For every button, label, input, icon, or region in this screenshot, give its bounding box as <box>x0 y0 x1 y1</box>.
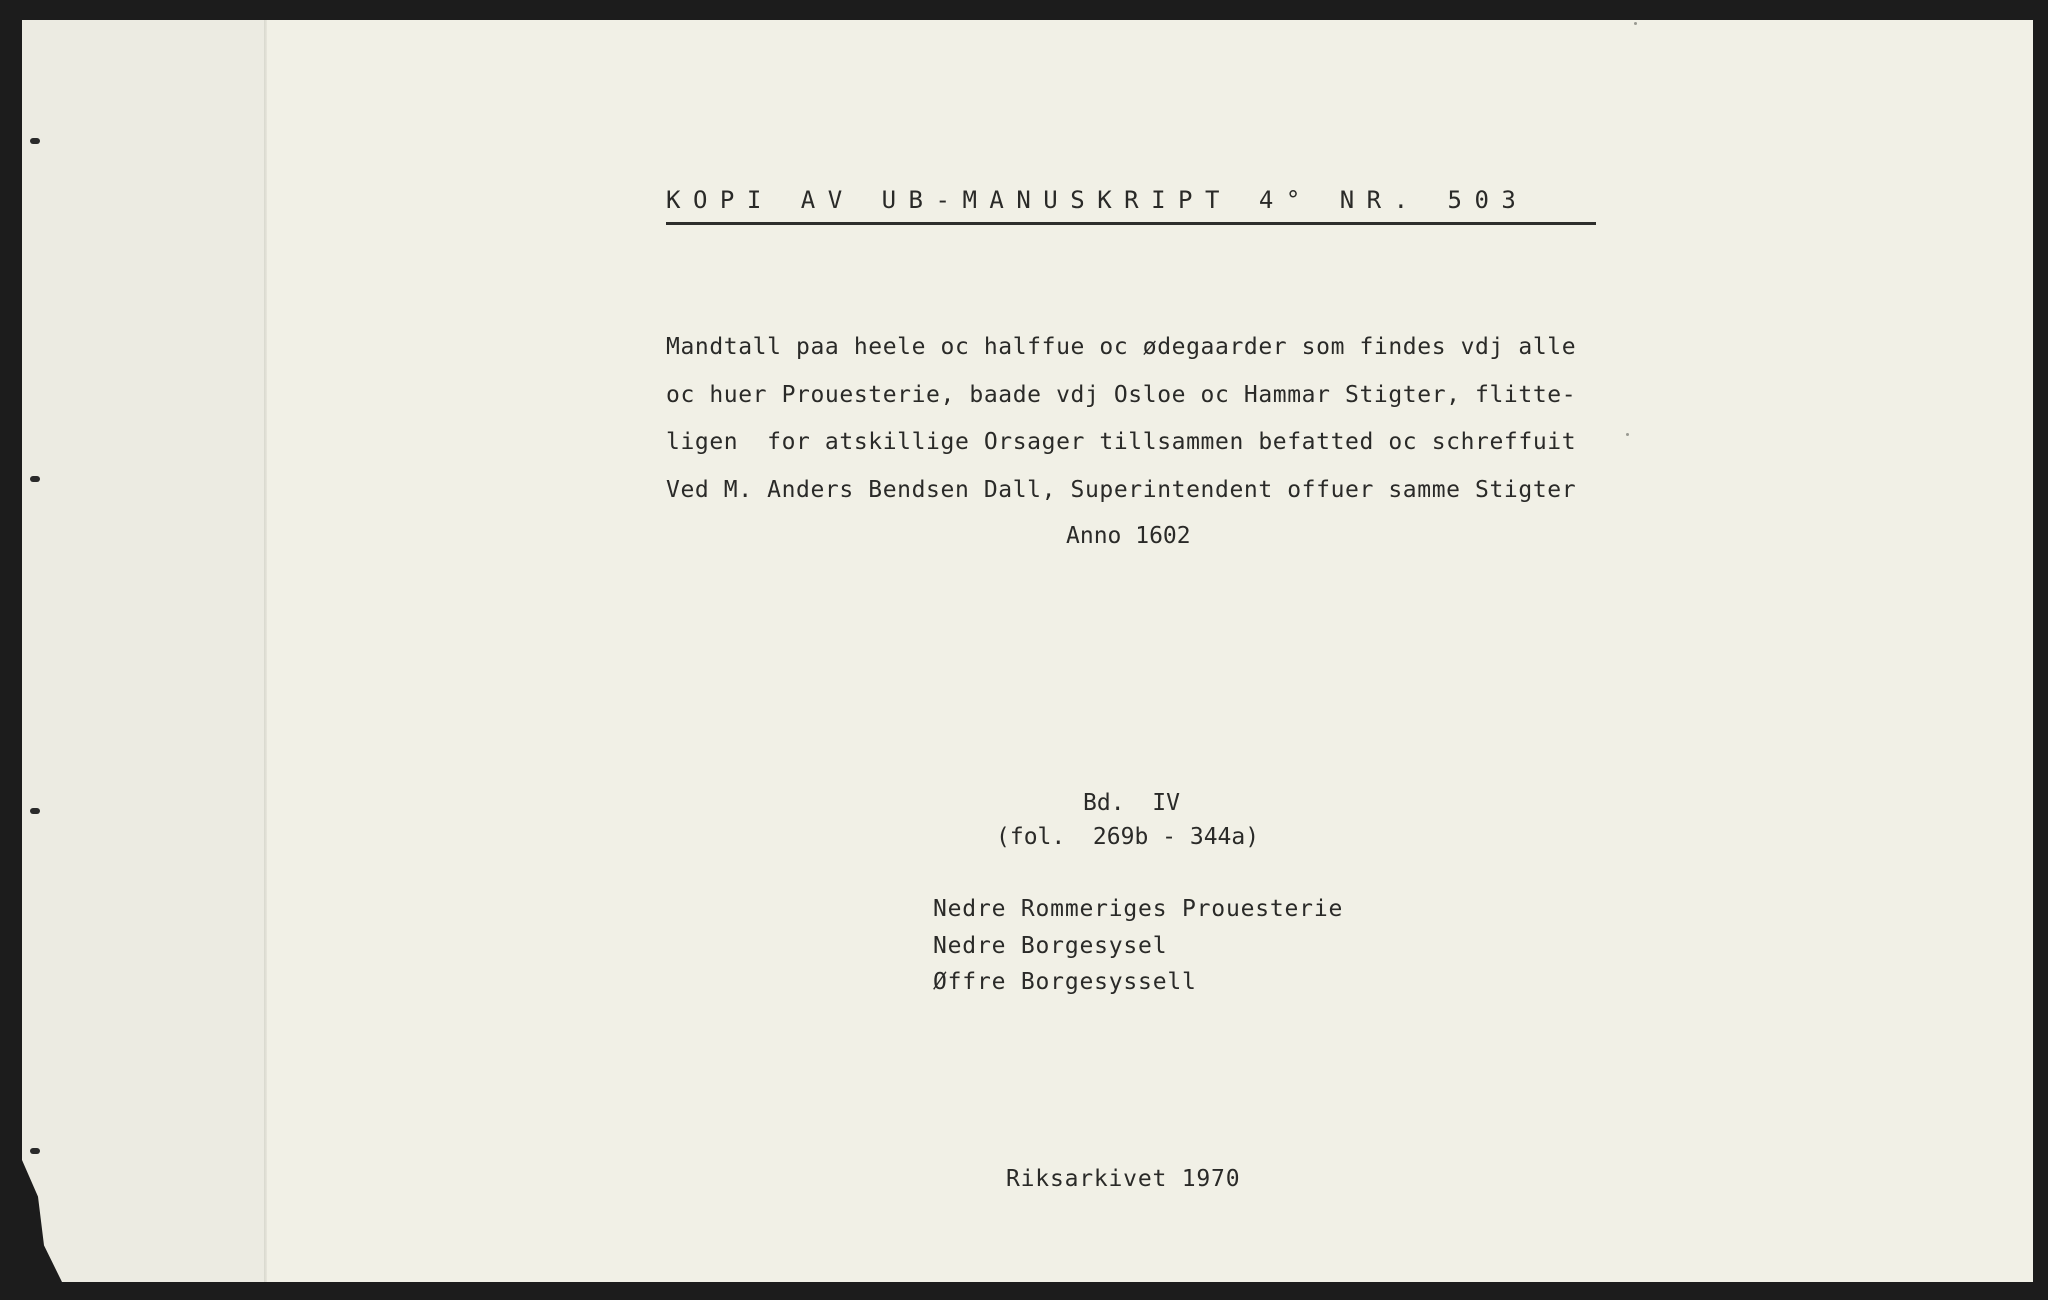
binding-hole <box>30 138 40 144</box>
title-line: oc huer Prouesterie, baade vdj Osloe oc Hammar Stigter, flitte- <box>666 382 1577 408</box>
binding-strip <box>22 20 264 1282</box>
paper-speck <box>1634 22 1637 25</box>
region-item: Nedre Borgesysel <box>933 933 1168 959</box>
archive-footer: Riksarkivet 1970 <box>1006 1166 1241 1192</box>
binding-hole <box>30 476 40 482</box>
fold-line <box>264 20 267 1282</box>
binding-hole <box>30 1148 40 1154</box>
region-item: Nedre Rommeriges Prouesterie <box>933 896 1344 922</box>
title-line: Mandtall paa heele oc halffue oc ødegaarder som findes vdj alle <box>666 334 1577 360</box>
volume-label: Bd. IV <box>1083 790 1180 816</box>
paper-speck <box>1626 433 1629 436</box>
title-line: Ved M. Anders Bendsen Dall, Superintendent offuer samme Stigter <box>666 477 1577 503</box>
region-item: Øffre Borgesyssell <box>933 969 1197 995</box>
folio-range: (fol. 269b - 344a) <box>996 824 1260 850</box>
title-line: ligen for atskillige Orsager tillsammen befatted oc schreffuit <box>666 429 1577 455</box>
year-line: Anno 1602 <box>1066 523 1191 549</box>
header-underline <box>666 222 1596 225</box>
binding-hole <box>30 808 40 814</box>
document-header: KOPI AV UB-MANUSKRIPT 4° NR. 503 <box>666 186 1529 214</box>
